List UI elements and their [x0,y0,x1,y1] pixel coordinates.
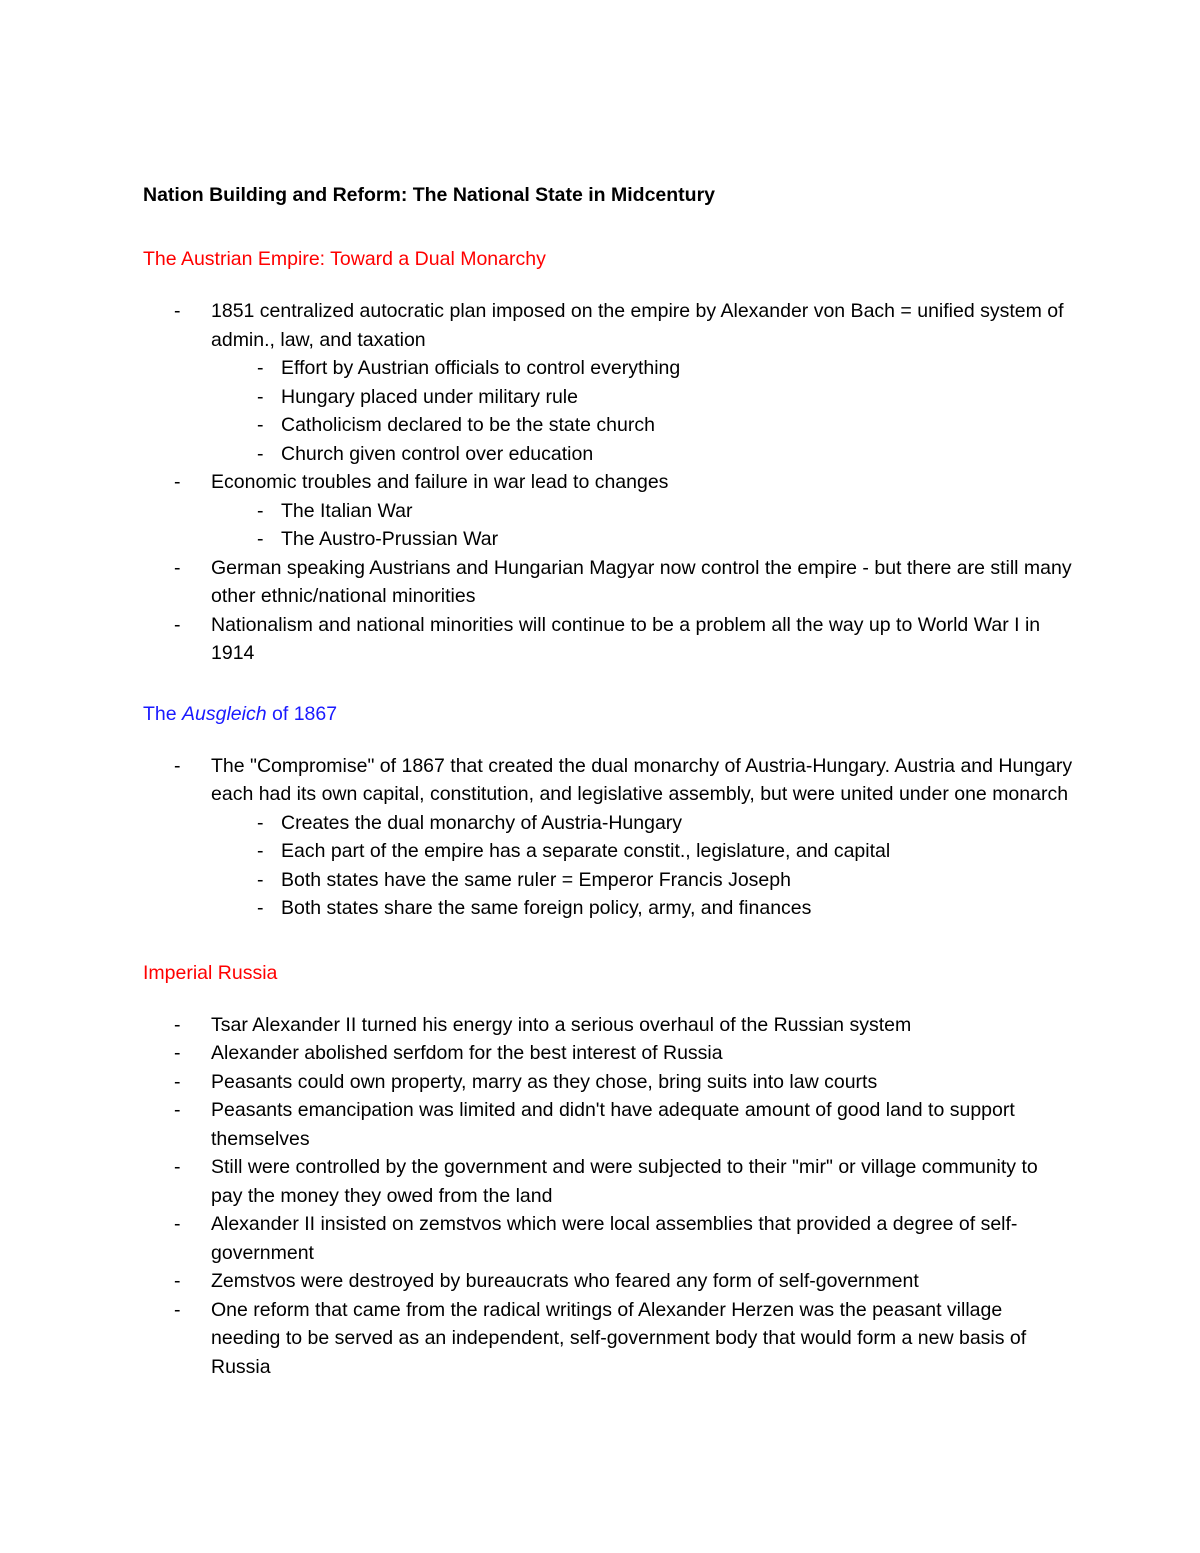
section-imperial-russia [143,959,1073,1382]
sub-list-item-text: Both states have the same ruler = Emperor Francis Joseph [281,868,791,891]
sub-list-item [211,411,1073,440]
sub-list-item-text: Each part of the empire has a separate constit., legislature, and capital [281,840,891,862]
list-item-text: Alexander II insisted on zemstvos which were local assemblies that provided a degree of self-government [211,1213,1018,1264]
sub-list-item [211,894,1073,923]
section-heading: Imperial Russia [143,961,278,984]
dash-bullet: - [174,1213,181,1235]
sub-list-item-text: Both states share the same foreign policy, army, and finances [281,897,812,919]
list-item [143,554,1073,611]
list-item [143,752,1073,923]
dash-bullet: - [174,556,181,579]
list-item [143,297,1073,468]
list-item [143,1011,1073,1040]
dash-bullet: - [257,414,264,436]
list-item-text: German speaking Austrians and Hungarian Magyar now control the empire - but there are still many other ethnic/national minorities [211,556,1072,607]
list-item-text: Still were controlled by the government and were subjected to their "mir" or village community to pay the money they owed from the land [211,1156,1038,1207]
dash-bullet: - [257,357,264,379]
sub-list-item-text: Effort by Austrian officials to control everything [281,357,681,379]
dash-bullet: - [257,840,264,862]
list-item [143,1096,1073,1153]
list-item [143,1267,1073,1296]
dash-bullet: - [174,1099,181,1121]
list-item-text: The "Compromise" of 1867 that created the dual monarchy of Austria-Hungary. Austria and Hungary each had its own capital, constitution, and legislative assembly, but were united under one monarch [211,754,1073,805]
dash-bullet: - [257,811,264,834]
list-item-text: Peasants could own property, marry as they chose, bring suits into law courts [211,1070,878,1093]
list-item [143,611,1073,668]
dash-bullet: - [174,471,181,493]
list-item-text: 1851 centralized autocratic plan imposed on the empire by Alexander von Bach = unified system of admin., law, and taxation [211,300,1064,351]
dash-bullet: - [257,897,264,919]
dash-bullet: - [257,868,264,891]
dash-bullet: - [174,1042,181,1064]
list-item-text: Peasants emancipation was limited and didn't have adequate amount of good land to support themselves [211,1099,1015,1150]
list-item-text: One reform that came from the radical writings of Alexander Herzen was the peasant village needing to be served as an independent, self-government body that would form a new basis of Russia [211,1298,1027,1378]
section-heading [143,700,1073,728]
document-title: Nation Building and Reform: The National State in Midcentury [143,184,716,206]
sub-bullet-list [211,354,1073,468]
heading-italic-term: Ausgleich [182,702,267,725]
section-austrian-empire [143,245,1073,668]
dash-bullet: - [257,442,264,465]
list-item-text: Tsar Alexander II turned his energy into a serious overhaul of the Russian system [211,1013,912,1036]
sub-list-item-text: The Italian War [281,499,413,522]
dash-bullet: - [174,1156,181,1178]
section-heading: The Austrian Empire: Toward a Dual Monarchy [143,248,546,270]
sub-list-item-text: Catholicism declared to be the state church [281,414,655,436]
dash-bullet: - [174,1070,181,1093]
dash-bullet: - [257,385,264,408]
bullet-list [143,1011,1073,1382]
list-item [143,1068,1073,1097]
dash-bullet: - [174,1013,181,1036]
bullet-list [143,297,1073,668]
dash-bullet: - [174,1270,181,1292]
dash-bullet: - [174,754,181,777]
dash-bullet: - [257,499,264,522]
sub-list-item [211,809,1073,838]
list-item [143,468,1073,554]
list-item [143,1296,1073,1382]
bullet-list [143,752,1073,923]
list-item-text: Economic troubles and failure in war lead to changes [211,471,669,493]
sub-list-item-text: The Austro-Prussian War [281,528,499,550]
sub-list-item [211,440,1073,469]
sub-bullet-list [211,809,1073,923]
list-item [143,1039,1073,1068]
dash-bullet: - [174,300,181,322]
list-item-text: Zemstvos were destroyed by bureaucrats who feared any form of self-government [211,1270,919,1292]
sub-list-item-text: Creates the dual monarchy of Austria-Hungary [281,811,683,834]
dash-bullet: - [257,528,264,550]
dash-bullet: - [174,1298,181,1321]
list-item-text: Alexander abolished serfdom for the best interest of Russia [211,1042,723,1064]
sub-bullet-list [211,497,1073,554]
sub-list-item-text: Church given control over education [281,442,594,465]
sub-list-item [211,383,1073,412]
sub-list-item [211,497,1073,526]
heading-prefix: The [143,702,183,725]
document-body [143,181,1073,1413]
list-item [143,1210,1073,1267]
section-ausgleich [143,700,1073,923]
sub-list-item [211,837,1073,866]
sub-list-item-text: Hungary placed under military rule [281,385,578,408]
list-item [143,1153,1073,1210]
sub-list-item [211,866,1073,895]
sub-list-item [211,354,1073,383]
heading-suffix: of 1867 [266,702,338,725]
sub-list-item [211,525,1073,554]
dash-bullet: - [174,613,181,636]
list-item-text: Nationalism and national minorities will continue to be a problem all the way up to World War I in 1914 [211,613,1041,664]
